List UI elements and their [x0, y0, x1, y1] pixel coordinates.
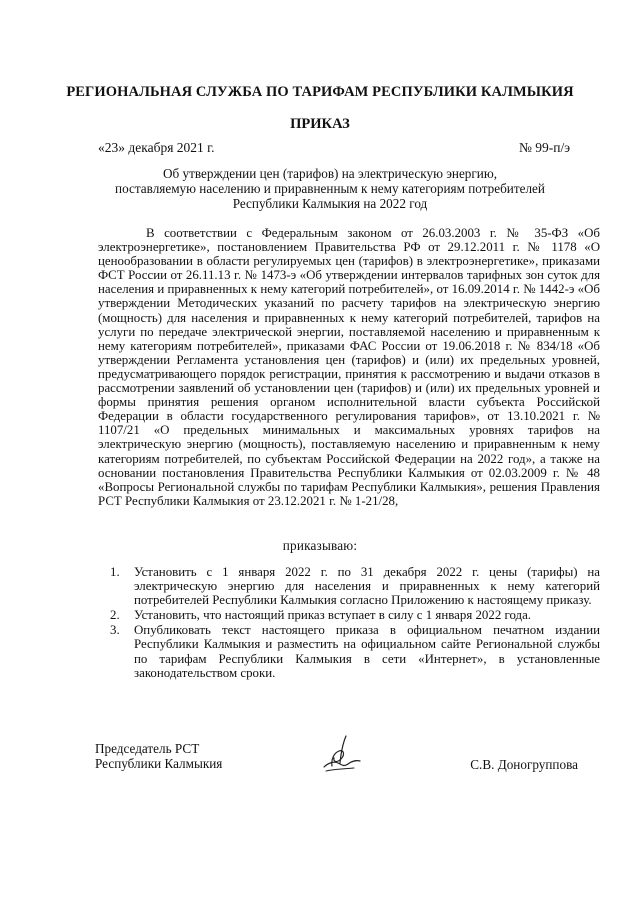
handwritten-signature-icon: [318, 733, 362, 775]
list-item: [110, 608, 600, 622]
order-date: «23» декабря 2021 г.: [98, 140, 215, 155]
order-subject: [100, 166, 560, 211]
subject-line: Об утверждении цен (тарифов) на электрическую энергию,: [162, 166, 498, 181]
item-number: 2.: [110, 608, 120, 623]
signatory-position: [95, 741, 222, 771]
order-items-list: [110, 565, 600, 681]
order-number: № 99-п/э: [518, 140, 570, 155]
position-line: Республики Калмыкия: [95, 756, 223, 771]
signatory-name: С.В. Доногруппова: [470, 757, 578, 772]
document-type-heading: ПРИКАЗ: [290, 116, 350, 132]
item-number: 3.: [110, 623, 120, 638]
subject-line: Республики Калмыкия на 2022 год: [232, 196, 428, 211]
list-item: [110, 565, 600, 607]
subject-line: поставляемую населению и приравненным к нему категориям потребителей: [115, 181, 545, 196]
decree-word: приказываю:: [282, 538, 358, 553]
item-text: Установить с 1 января 2022 г. по 31 декабря 2022 г. цены (тарифы) на электрическую энергию для населения и приравненных к нему категорий потребителей Республики Калмыкия согласно Приложению к настоящему приказу.: [134, 565, 600, 608]
preamble-paragraph: В соответствии с Федеральным законом от 26.03.2003 г. № 35-ФЗ «Об электроэнергетике», постановлением Правительства РФ от 29.12.2011 г. № 1178 «О ценообразовании в области регулируемых цен (тарифов) в электроэнергетике», приказами ФСТ России от 26.11.13 г. № 1473-э «Об утверждении интервалов тарифных зон суток для населения и приравненных к нему категорий потребителей», от 16.09.2014 г. № 1442-э «Об утверждении Методических указаний по расчету тарифов на электрическую энергию (мощность) для населения и приравненных к нему категорий потребителей, тарифов на услуги по передаче электрической энергии, поставляемой населению и приравненным к нему категориям потребителей», приказами ФАС России от 19.06.2018 г. № 834/18 «Об утверждении Регламента установления цен (тарифов) и (или) их предельных уровней, предусматривающего порядок регистрации, принятия к рассмотрению и выдачи отказов в рассмотрении заявлений об установлении цен (тарифов) и (или) их предельных уровней и формы принятия решения органом исполнительной власти субъекта Российской Федерации в области государственного регулирования тарифов», от 13.10.2021 г. № 1107/21 «О предельных минимальных и максимальных уровнях тарифов на электрическую энергию (мощность), поставляемую населению и приравненным к нему категориям потребителей, по субъектам Российской Федерации на 2022 год», а также на основании постановления Правительства Республики Калмыкия от 02.03.2009 г. № 48 «Вопросы Региональной службы по тарифам Республики Калмыкия», решения Правления РСТ Республики Калмыкия от 23.12.2021 г. № 1-21/28,: [98, 226, 600, 508]
organization-heading: РЕГИОНАЛЬНАЯ СЛУЖБА ПО ТАРИФАМ РЕСПУБЛИКИ КАЛМЫКИЯ: [66, 84, 574, 100]
item-text: Установить, что настоящий приказ вступает в силу с 1 января 2022 года.: [134, 608, 532, 623]
item-text: Опубликовать текст настоящего приказа в официальном печатном издании Республики Калмыкия и разместить на официальном сайте Региональной службы по тарифам Республики Калмыкия в сети «Интернет», в установленные законодательством сроки.: [134, 623, 600, 680]
item-number: 1.: [110, 565, 120, 579]
position-line: Председатель РСТ: [95, 741, 200, 756]
list-item: [110, 623, 600, 679]
